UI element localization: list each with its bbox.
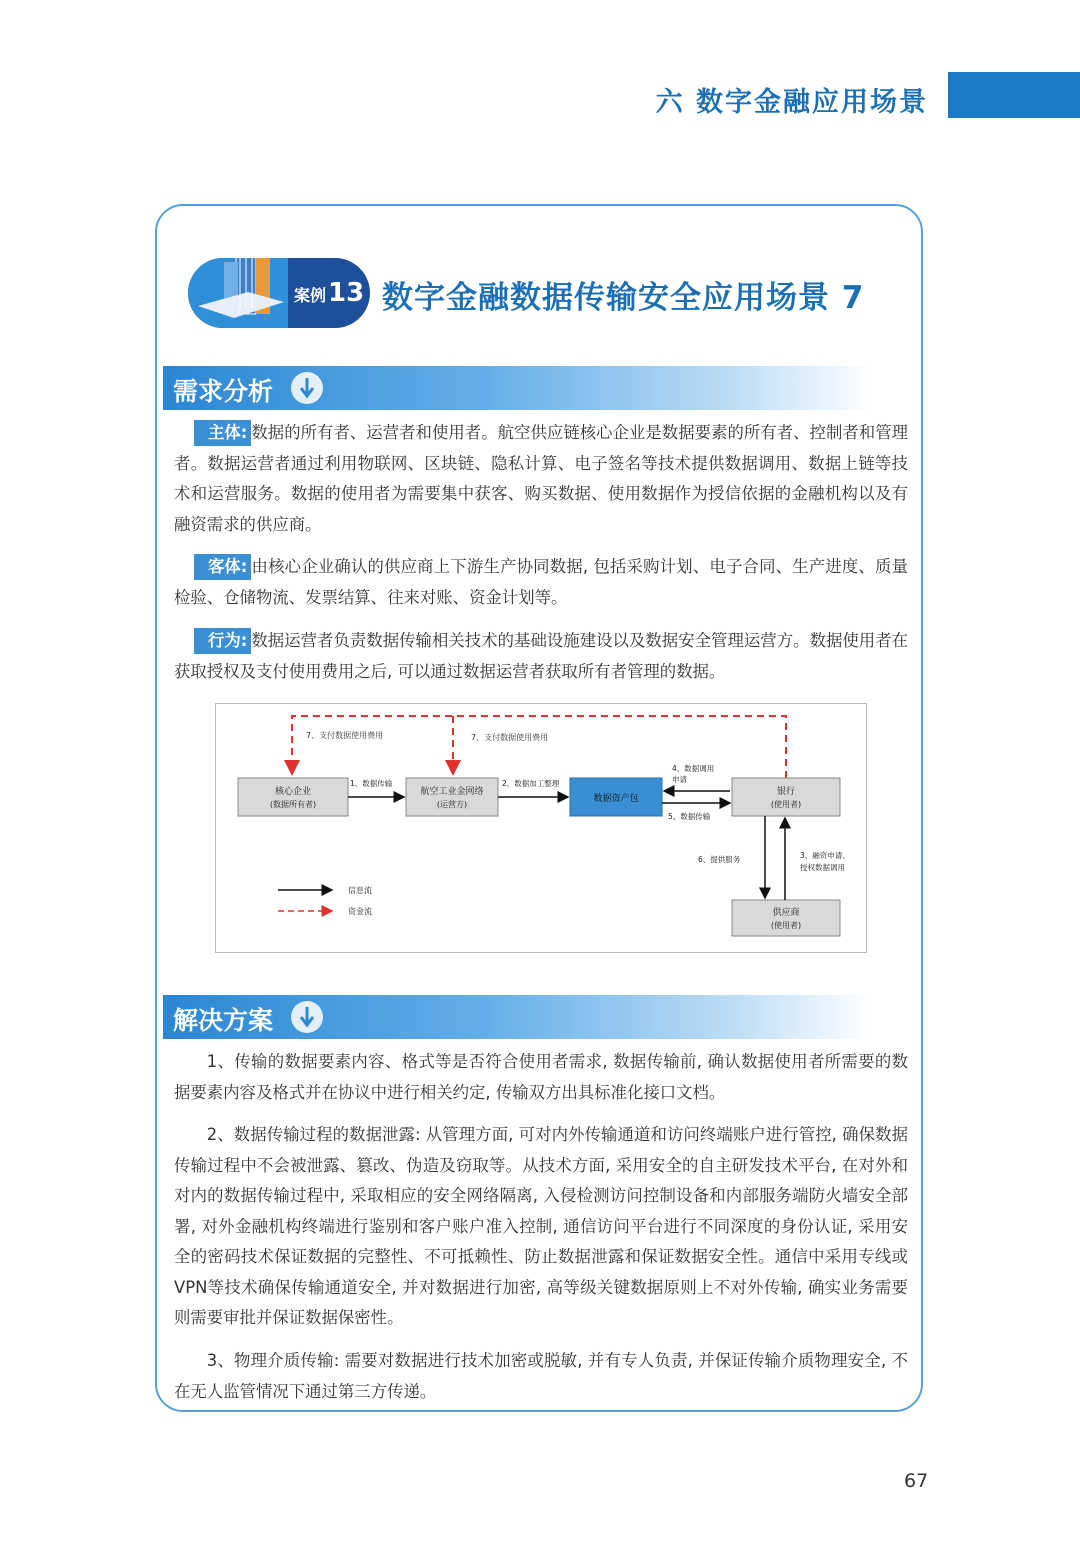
case-title: 数字金融数据传输安全应用场景 7 <box>382 280 865 316</box>
edge-label-6: 6、提供服务 <box>698 855 741 864</box>
svg-text:数据资产包: 数据资产包 <box>593 794 639 804</box>
chapter-title: 六 数字金融应用场景 <box>655 87 928 118</box>
svg-text:(数据所有者): (数据所有者) <box>269 800 317 809</box>
arrow-down-icon <box>291 372 323 404</box>
behavior-tag: 行为: <box>194 628 251 654</box>
page-number: 67 <box>904 1470 929 1492</box>
svg-text:核心企业: 核心企业 <box>274 787 312 797</box>
section-header-demand <box>163 366 873 410</box>
svg-text:信息流: 信息流 <box>348 886 372 895</box>
svg-text:(使用者): (使用者) <box>770 800 802 809</box>
svg-text:银行: 银行 <box>776 787 796 797</box>
node-data-asset-package <box>570 778 662 816</box>
edge-label-7b: 7、支付数据使用费用 <box>471 733 549 742</box>
node-aviation-network <box>406 778 498 816</box>
data-flow-diagram <box>215 703 867 953</box>
edge-label-1: 1、数据传输 <box>350 779 393 788</box>
subject-tag: 主体: <box>194 420 251 446</box>
arrow-down-icon <box>291 1001 323 1033</box>
demand-behavior-paragraph: 行为: 数据运营者负责数据传输相关技术的基础设施建设以及数据安全管理运营方。数据使用者在获取授权及支付使用费用之后, 可以通过数据运营者获取所有者管理的数据。 <box>174 626 908 687</box>
building-icon <box>188 258 288 328</box>
diagram-legend <box>278 885 372 916</box>
svg-text:资金流: 资金流 <box>348 907 372 916</box>
edge-label-3: 3、融资申请、 授权数据调用 <box>800 851 850 872</box>
svg-text:(运营方): (运营方) <box>436 800 468 809</box>
section-title: 需求分析 <box>173 377 274 406</box>
building-illustration <box>188 258 288 328</box>
solution-paragraph-3: 3、物理介质传输: 需要对数据进行技术加密或脱敏, 并有专人负责, 并保证传输介质物理安全, 不在无人监管情况下通过第三方传递。 <box>174 1351 908 1401</box>
section-header-solution <box>163 995 873 1039</box>
edge-label-5: 5、数据传输 <box>668 812 711 821</box>
object-tag: 客体: <box>194 554 251 580</box>
edge-label-2: 2、数据加工整理 <box>502 779 560 788</box>
demand-subject-paragraph: 主体: 数据的所有者、运营者和使用者。航空供应链核心企业是数据要素的所有者、控制者和管理者。数据运营者通过利用物联网、区块链、隐私计算、电子签名等技术提供数据调用、数据上链等技术和运营服务。数据的使用者为需要集中获客、购买数据、使用数据作为授信依据的金融机构以及有融资需求的供应商。 <box>174 418 908 540</box>
edge-label-7a: 7、支付数据使用费用 <box>306 731 384 740</box>
edge-label-4: 4、数据调用 申请 <box>672 764 715 784</box>
svg-text:航空工业金网络: 航空工业金网络 <box>420 787 484 797</box>
section-title: 解决方案 <box>173 1006 274 1035</box>
solution-paragraph-2: 2、数据传输过程的数据泄露: 从管理方面, 可对内外传输通道和访问终端账户进行管控, 确保数据传输过程中不会被泄露、篡改、伪造及窃取等。从技术方面, 采用安全的自主研发技术平台, 在对外和对内的数据传输过程中, 采取相应的安全网络隔离, 入侵检测访问控制设备和内部服务端防火墙安全部署, 对外金融机构终端进行鉴别和客户账户准入控制, 通信访问平台进行不同深度的身份认证, 采用安全的密码技术保证数据的完整性、不可抵赖性、防止数据泄露和保证数据安全性。通信中采用专线或VPN等技术确保传输通道安全, 并对数据进行加密, 高等级关键数据原则上不对外传输, 确实业务需要则需要审批并保证数据保密性。 <box>174 1125 908 1327</box>
node-core-enterprise <box>238 778 348 816</box>
case-badge <box>188 258 370 328</box>
svg-text:(使用者): (使用者) <box>770 921 802 930</box>
svg-text:供应商: 供应商 <box>772 908 800 918</box>
solution-paragraph-1: 1、传输的数据要素内容、格式等是否符合使用者需求, 数据传输前, 确认数据使用者所需要的数据要素内容及格式并在协议中进行相关约定, 传输双方出具标准化接口文档。 <box>174 1052 908 1102</box>
chapter-bar <box>948 72 1080 118</box>
case-number-label: 案例13 <box>294 278 365 308</box>
node-bank <box>732 778 840 816</box>
node-supplier <box>732 900 840 936</box>
demand-object-paragraph: 客体: 由核心企业确认的供应商上下游生产协同数据, 包括采购计划、电子合同、生产进度、质量检验、仓储物流、发票结算、往来对账、资金计划等。 <box>174 552 908 613</box>
